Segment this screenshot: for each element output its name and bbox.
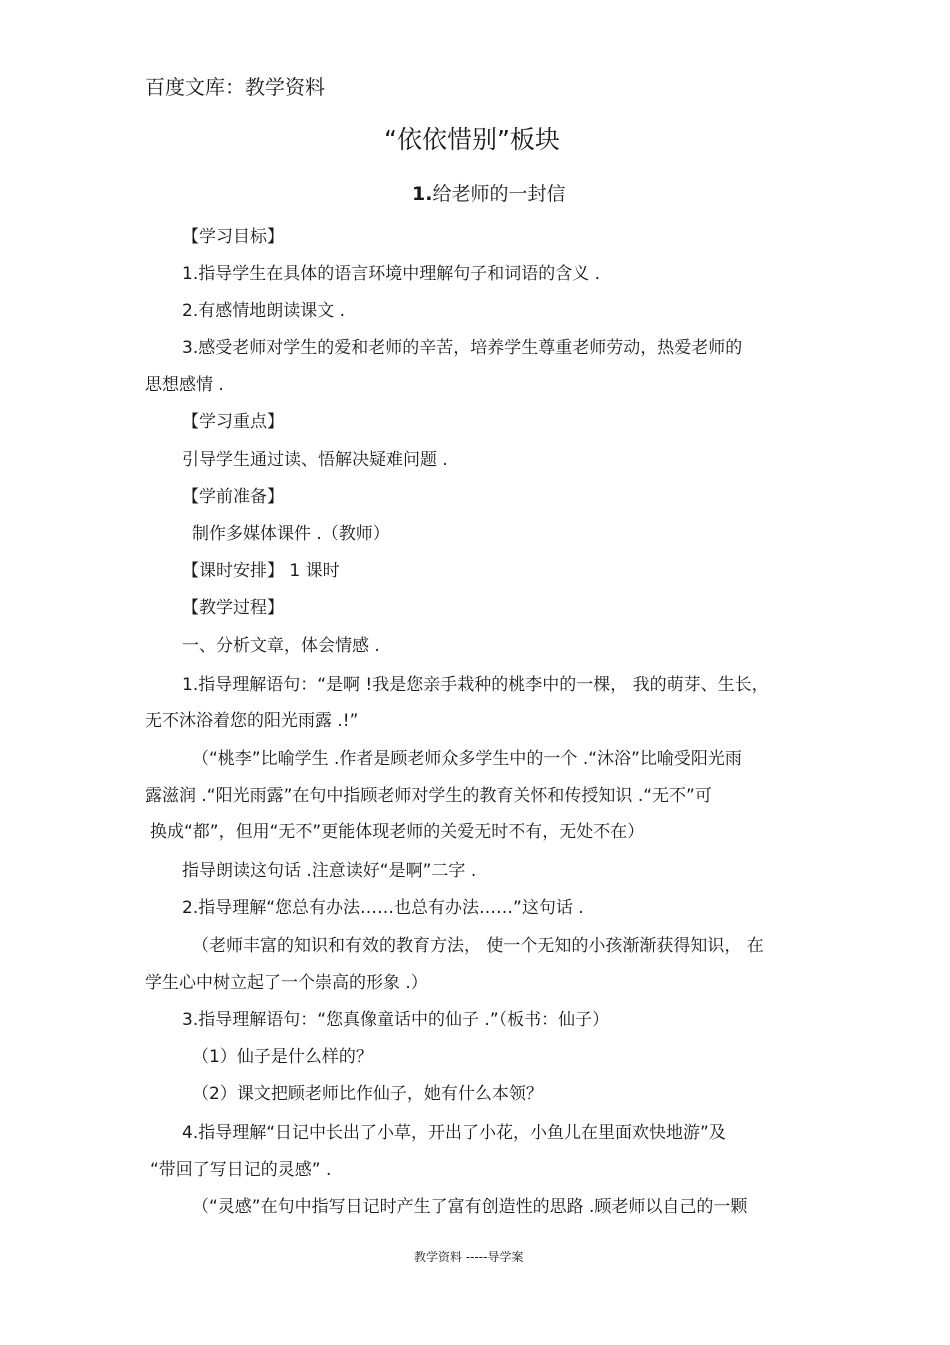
body-line: 制作多媒体课件 .（教师）: [192, 524, 390, 544]
body-line: 1.指导学生在具体的语言环境中理解句子和词语的含义 .: [182, 264, 601, 284]
document-title: “依依惜别”板块: [384, 125, 560, 154]
lesson-name: 给老师的一封信: [432, 183, 566, 205]
section-heading-schedule: 【课时安排】 1 课时: [182, 561, 340, 581]
section-heading-focus: 【学习重点】: [182, 412, 284, 432]
body-line: 露滋润 .“阳光雨露”在句中指顾老师对学生的教育关怀和传授知识 .“无不”可: [145, 786, 712, 806]
body-line: 思想感情 .: [145, 375, 224, 395]
section-heading-process: 【教学过程】: [182, 598, 284, 618]
body-line: 4.指导理解“日记中长出了小草，开出了小花，小鱼儿在里面欢快地游”及: [182, 1123, 726, 1143]
page-header: 百度文库：教学资料: [145, 75, 325, 99]
body-line: 一、分析文章，体会情感 .: [182, 636, 380, 656]
body-line: 指导朗读这句话 .注意读好“是啊”二字 .: [182, 861, 477, 881]
body-line: 学生心中树立起了一个崇高的形象 .）: [145, 973, 428, 993]
body-line: （老师丰富的知识和有效的教育方法， 使一个无知的小孩渐渐获得知识， 在: [192, 936, 764, 956]
body-line: 无不沐浴着您的阳光雨露 .!”: [145, 711, 359, 731]
body-line: （“桃李”比喻学生 .作者是顾老师众多学生中的一个 .“沐浴”比喻受阳光雨: [192, 749, 742, 769]
body-line: （2）课文把顾老师比作仙子，她有什么本领？: [192, 1084, 543, 1104]
body-line: 1.指导理解语句：“是啊 !我是您亲手栽种的桃李中的一棵， 我的萌芽、生长，: [182, 675, 769, 695]
lesson-title: [412, 181, 565, 207]
body-line: （“灵感”在句中指写日记时产生了富有创造性的思路 .顾老师以自己的一颗: [192, 1197, 748, 1217]
body-line: 3.指导理解语句：“您真像童话中的仙子 .”（板书：仙子）: [182, 1010, 610, 1030]
body-line: 3.感受老师对学生的爱和老师的辛苦，培养学生尊重老师劳动，热爱老师的: [182, 338, 743, 358]
body-line: “带回了写日记的灵感” .: [150, 1160, 332, 1180]
body-line: 2.有感情地朗读课文 .: [182, 301, 346, 321]
body-line: 换成“都”，但用“无不”更能体现老师的关爱无时不有，无处不在）: [150, 822, 645, 842]
lesson-number: 1.: [412, 183, 433, 205]
body-line: 2.指导理解“您总有办法……也总有办法……”这句话 .: [182, 898, 584, 918]
page-footer: 教学资料 -----导学案: [414, 1250, 524, 1264]
section-heading-goals: 【学习目标】: [182, 227, 284, 247]
body-line: （1）仙子是什么样的？: [192, 1047, 373, 1067]
body-line: 引导学生通过读、悟解决疑难问题 .: [182, 450, 448, 470]
section-heading-prep: 【学前准备】: [182, 487, 284, 507]
